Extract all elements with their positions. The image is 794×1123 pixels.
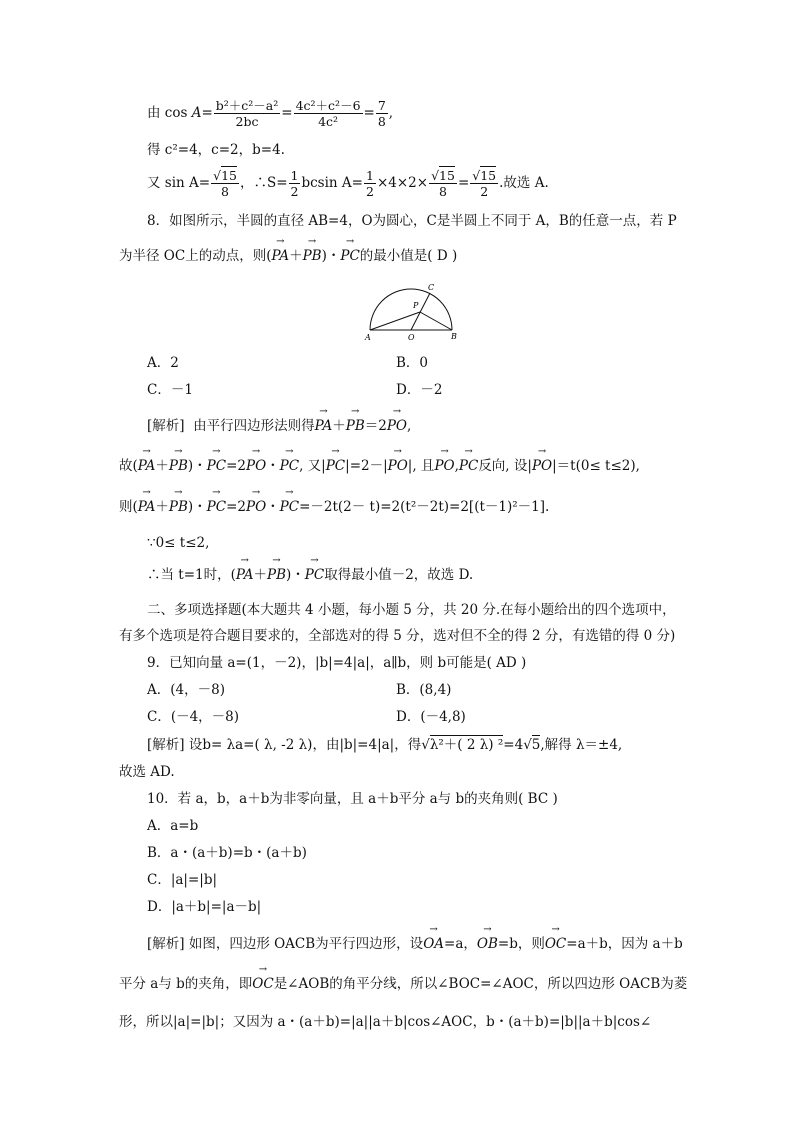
q9-option-d: D．(－4,8) xyxy=(396,709,466,725)
vector-PC: → PC xyxy=(326,457,345,475)
vector-PB: → PB xyxy=(346,417,365,435)
vector-PC: → PC xyxy=(207,498,226,516)
vector-PC: → PC xyxy=(305,566,324,584)
semicircle-arc xyxy=(370,289,452,330)
text: , xyxy=(407,418,412,434)
sol10-line3: 形，所以|a|=|b|；又因为 a・(a＋b)=|a||a＋b|cos∠AOC，b・(a＋b)=|b||a＋b|cos∠ xyxy=(119,1014,652,1030)
text: |=2－| xyxy=(345,458,388,474)
vector-PC: → PC xyxy=(280,498,299,516)
text: )・ xyxy=(187,458,207,474)
eq: = xyxy=(201,105,213,121)
q9-option-c: C．(－4，－8) xyxy=(147,709,240,725)
numerator: √15 xyxy=(431,168,455,183)
q8-option-c: C．－1 xyxy=(147,382,193,398)
vector-PO: → PO xyxy=(246,498,266,516)
numerator: 1 xyxy=(290,168,299,183)
text: = xyxy=(457,175,470,191)
q8-option-b: B．0 xyxy=(396,355,429,371)
sol8-line3: 则(→ PA＋→ PB)・→ PC=2→ PO・→ PC=－2t(2－ t)=2(t²－2t)=2[(t－1)²－1]. xyxy=(119,498,549,516)
vector-PO: → PO xyxy=(387,417,407,435)
denominator: 2 xyxy=(480,184,489,199)
vector-OC: → OC xyxy=(545,935,566,953)
denominator: 2 xyxy=(365,184,374,199)
text: 故( xyxy=(119,458,138,474)
vector-OB: → OB xyxy=(477,935,498,953)
plus: ＋ xyxy=(155,499,169,515)
denominator: 2bc xyxy=(235,114,259,129)
text: [解析] 设b= λa=( λ, -2 λ)，由|b|=4|a|，得 xyxy=(147,737,422,753)
q8-option-a: A．2 xyxy=(147,355,179,371)
radicand: 5 xyxy=(531,737,541,753)
text: , 又| xyxy=(299,458,326,474)
denominator: 8 xyxy=(377,114,386,129)
text: bcsin A= xyxy=(301,175,363,191)
sol10-line1 xyxy=(147,935,683,953)
vector-PO: → PO xyxy=(532,457,552,475)
radius-OC xyxy=(411,293,430,330)
text: 的最小值是( D ) xyxy=(359,248,458,264)
fraction xyxy=(376,98,388,129)
denominator: 4c² xyxy=(318,114,339,129)
text: =4 xyxy=(503,737,524,753)
vector-PO: → PO xyxy=(434,457,454,475)
text: =a＋b，因为 a＋b xyxy=(566,936,683,952)
text: ,解得 λ＝±4, xyxy=(540,737,623,753)
plus: ＋ xyxy=(332,418,346,434)
text: =－2t(2－ t)=2(t²－2t)=2[(t－1)²－1]. xyxy=(299,499,550,515)
text: 由 cos xyxy=(147,105,188,121)
var: A xyxy=(191,105,202,121)
text: 反向, 设| xyxy=(478,458,532,474)
text: =2 xyxy=(226,499,246,515)
text: =a， xyxy=(444,936,477,952)
section2-line1: 二、多项选择题(本大题共 4 小题，每小题 5 分，共 20 分.在每小题给出的四个选项中， xyxy=(147,602,676,618)
vector-PB: → PB xyxy=(169,457,188,475)
numerator: b²＋c²－a² xyxy=(215,98,279,113)
vector-OA: → OA xyxy=(423,935,444,953)
fraction xyxy=(294,98,363,129)
plus: ＋ xyxy=(253,567,267,583)
fraction xyxy=(429,168,457,199)
text: ×4×2× xyxy=(376,175,429,191)
formula-cosA: 由 cos A= $\frac{\text{b²＋c²－a²}}{2bc}$ = $\frac{\text{4c²＋c²－6}}{\text{4c²}}$ = $\frac{7}{8}$ , xyxy=(147,98,394,129)
text: )・ xyxy=(187,499,207,515)
q8-option-d: D．－2 xyxy=(396,382,443,398)
eq: = xyxy=(281,105,293,121)
formula-area xyxy=(147,168,549,199)
label-O: O xyxy=(408,333,415,342)
text: |, 且 xyxy=(407,458,435,474)
text: )・ xyxy=(321,248,341,264)
numerator: √15 xyxy=(213,168,237,183)
sol8-line4: ∵0≤ t≤2, xyxy=(147,535,210,551)
text: 平分 a与 b的夹角，即 xyxy=(119,976,253,992)
vector-PC: → PC xyxy=(340,247,359,265)
label-C: C xyxy=(428,283,435,292)
sol8-line2: 故(→ PA＋→ PB)・→ PC=2→ PO・→ PC, 又|→ PC|=2－|→ PO|, 且→ PO,→ PC反向, 设|→ PO|＝t(0≤ t≤2), xyxy=(119,457,640,475)
text: ＝2 xyxy=(364,418,387,434)
radicand: λ²＋( 2 λ) ² xyxy=(429,737,504,753)
vector-PA: → PA xyxy=(138,457,156,475)
text: 为半径 OC上的动点，则( xyxy=(119,248,272,264)
analysis-tag: [解析] xyxy=(147,418,185,434)
fraction xyxy=(289,168,301,199)
numerator: 1 xyxy=(365,168,374,183)
vector-PC: → PC xyxy=(459,457,478,475)
numerator: 4c²＋c²－6 xyxy=(295,98,361,113)
q10-option-a: A．a=b xyxy=(147,818,199,834)
text: )・ xyxy=(286,567,305,583)
q8-line2 xyxy=(119,247,457,265)
vector-PA: → PA xyxy=(138,498,156,516)
numerator: √15 xyxy=(472,168,497,183)
text: 由平行四边形法则得 xyxy=(193,418,315,434)
numerator: 7 xyxy=(377,98,386,113)
q9-stem: 9．已知向量 a=(1，－2)，|b|=4|a|，a∥b，则 b可能是( AD ) xyxy=(147,655,527,671)
q10-stem: 10．若 a，b，a＋b为非零向量，且 a＋b平分 a与 b的夹角则( BC ) xyxy=(147,791,558,807)
text: |＝t(0≤ t≤2), xyxy=(552,458,640,474)
q10-option-b: B．a・(a＋b)=b・(a＋b) xyxy=(147,845,307,861)
text: =b，则 xyxy=(497,936,545,952)
text: 取得最小值－2，故选 D. xyxy=(324,567,474,583)
vector-PB: → PB xyxy=(267,566,286,584)
fraction xyxy=(211,168,239,199)
text: ，∴S= xyxy=(239,175,288,191)
eq: = xyxy=(363,105,375,121)
text: 是∠AOB的角平分线，所以∠BOC=∠AOC，所以四边形 OACB为菱 xyxy=(273,976,688,992)
radicand: 15 xyxy=(439,168,455,183)
plus: ＋ xyxy=(289,248,303,264)
text: 又 sin A= xyxy=(147,175,211,191)
text: 则( xyxy=(119,499,138,515)
text: ∴当 t=1时，( xyxy=(147,567,236,583)
label-A: A xyxy=(365,333,371,342)
radicand: 15 xyxy=(221,168,237,183)
vector-PA: → PA xyxy=(236,566,254,584)
section2-line2: 有多个选项是符合题目要求的，全部选对的得 5 分，选对但不全的得 2 分，有选错的得 0 分) xyxy=(119,628,676,644)
q10-option-d: D．|a＋b|=|a－b| xyxy=(147,899,262,915)
sol8-line1 xyxy=(147,417,411,435)
text: [解析] 如图，四边形 OACB为平行四边形，设 xyxy=(147,936,424,952)
semicircle-figure xyxy=(364,282,464,342)
vector-PC: → PC xyxy=(207,457,226,475)
vector-OC: → OC xyxy=(252,975,273,993)
vector-PA: → PA xyxy=(315,417,333,435)
label-P: P xyxy=(413,301,419,310)
fraction xyxy=(470,168,498,199)
q9-option-b: B．(8,4) xyxy=(396,682,452,698)
fraction xyxy=(364,168,376,199)
label-B: B xyxy=(451,332,457,341)
vector-PB: → PB xyxy=(303,247,322,265)
denominator: 8 xyxy=(439,184,447,199)
sol10-line2 xyxy=(119,975,687,993)
denominator: 2 xyxy=(290,184,299,199)
plus: ＋ xyxy=(155,458,169,474)
vector-PA: → PA xyxy=(271,247,289,265)
vector-PB: → PB xyxy=(169,498,188,516)
denominator: 8 xyxy=(221,184,229,199)
sol8-line5 xyxy=(147,566,473,584)
vector-PO: → PO xyxy=(388,457,408,475)
q9-option-a: A．(4，－8) xyxy=(147,682,225,698)
sol9-line1: [解析] 设b= λa=( λ, -2 λ)，由|b|=4|a|，得√λ²＋( 2 λ) ²=4√5,解得 λ＝±4, xyxy=(147,737,623,753)
sol9-line2: 故选 AD. xyxy=(119,764,175,780)
radicand: 15 xyxy=(480,168,497,183)
segment-PB xyxy=(420,312,452,330)
text: =2 xyxy=(226,458,246,474)
q10-option-c: C．|a|=|b| xyxy=(147,872,218,888)
q8-line1: 8．如图所示，半圆的直径 AB=4，O为圆心，C是半圆上不同于 A，B的任意一点，若 P xyxy=(147,213,677,229)
vector-PC: → PC xyxy=(280,457,299,475)
line-c-value: 得 c²=4，c=2，b=4. xyxy=(147,142,285,158)
vector-PO: → PO xyxy=(246,457,266,475)
text: .故选 A. xyxy=(499,175,549,191)
fraction xyxy=(214,98,281,129)
